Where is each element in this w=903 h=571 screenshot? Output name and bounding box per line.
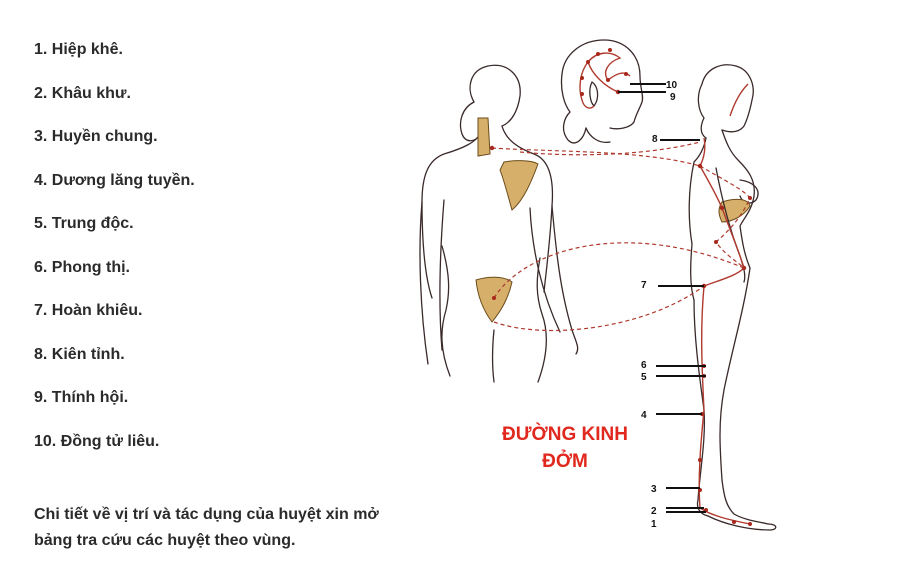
marker-9-label: 9 xyxy=(670,92,676,103)
diagram-title-line2: ĐỞM xyxy=(542,451,588,472)
list-item: 7. Hoàn khiêu. xyxy=(34,302,143,319)
list-item: 10. Đồng tử liêu. xyxy=(34,432,160,450)
list-item: 9. Thính hội. xyxy=(34,389,129,406)
marker-5-label: 5 xyxy=(641,372,647,383)
point-markers xyxy=(618,80,706,530)
acupoint-list xyxy=(34,38,195,473)
marker-3-label: 3 xyxy=(651,484,657,495)
marker-2-label: 2 xyxy=(651,506,657,517)
list-item: 5. Trung độc. xyxy=(34,215,134,232)
list-item: 6. Phong thị. xyxy=(34,258,130,276)
meridian-illustration xyxy=(404,30,788,541)
list-item: 3. Huyền chung. xyxy=(34,128,158,145)
list-item: 2. Khâu khư. xyxy=(34,84,131,102)
marker-4-label: 4 xyxy=(641,410,647,421)
back-view-figure xyxy=(420,65,578,382)
reference-note: Chi tiết về vị trí và tác dụng của huyệt xin mở bảng tra cứu các huyệt theo vùng. xyxy=(34,506,379,549)
meridian-diagram xyxy=(404,30,788,541)
list-item: 1. Hiệp khê. xyxy=(34,41,123,58)
list-item: 4. Dương lăng tuyền. xyxy=(34,171,195,189)
marker-6-label: 6 xyxy=(641,360,647,371)
marker-7-label: 7 xyxy=(641,280,647,291)
marker-10-label: 10 xyxy=(666,80,678,91)
list-item: 8. Kiên tỉnh. xyxy=(34,345,125,363)
diagram-title-line1: ĐƯỜNG KINH xyxy=(502,424,628,445)
marker-8-label: 8 xyxy=(652,134,658,145)
side-view-figure xyxy=(689,65,776,530)
marker-1-label: 1 xyxy=(651,519,657,530)
